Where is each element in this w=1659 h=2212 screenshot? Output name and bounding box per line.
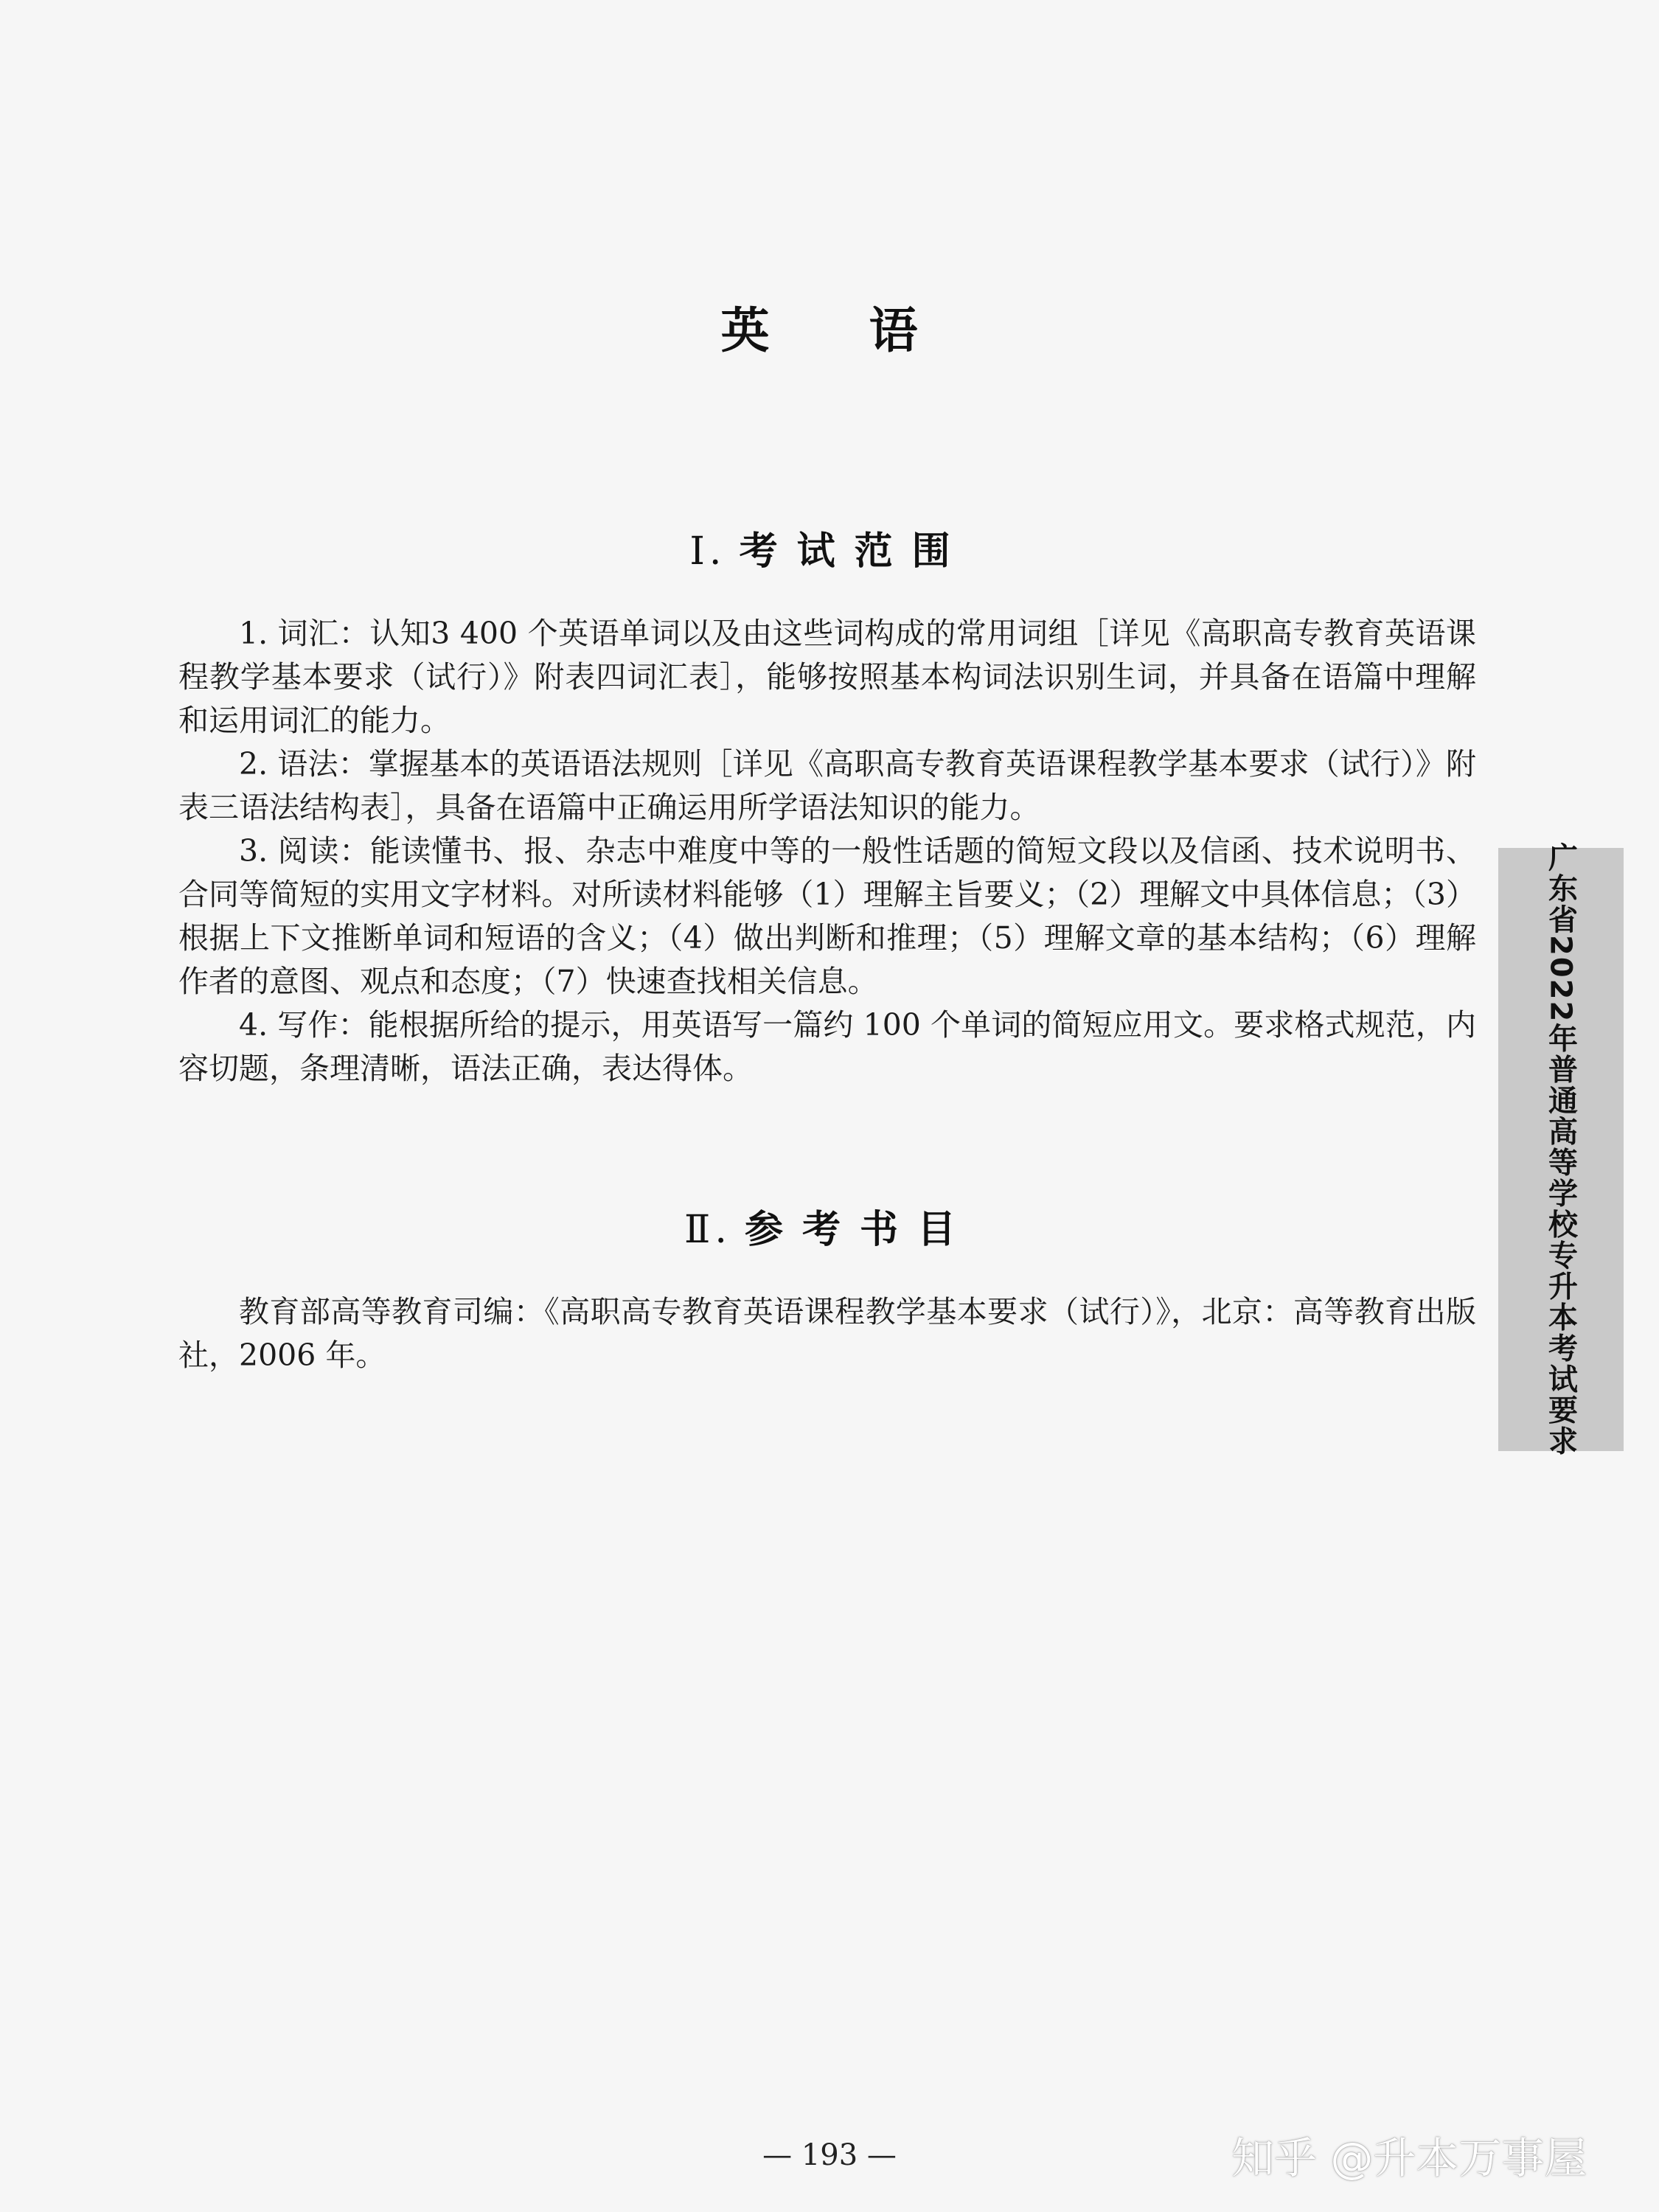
page-number: — 193 — — [762, 2138, 897, 2172]
paragraph-reference-book: 教育部高等教育司编：《高职高专教育英语课程教学基本要求（试行）》，北京：高等教育出版社，2006 年。 — [178, 1294, 1476, 1373]
watermark — [1231, 2124, 1587, 2185]
section-title: 考试范围 — [739, 529, 970, 574]
paragraph-reading: 3. 阅读：能读懂书、报、杂志中难度中等的一般性话题的简短文段以及信函、技术说明书、合同等简短的实用文字材料。对所读材料能够（1）理解主旨要义；（2）理解文中具体信息；（3）根据上下文推断单词和短语的含义；（4）做出判断和推理；（5）理解文章的基本结构；（6）理解作者的意图、观点和态度；（7）快速查找相关信息。 — [178, 833, 1476, 999]
watermark-text: 知乎 @升本万事屋 — [1231, 2133, 1587, 2183]
section-heading-references — [0, 1198, 1659, 1253]
paragraph-grammar: 2. 语法：掌握基本的英语语法规则［详见《高职高专教育英语课程教学基本要求（试行）》附表三语法结构表］，具备在语篇中正确运用所学语法知识的能力。 — [178, 746, 1476, 825]
exam-scope-body — [178, 612, 1476, 1091]
side-tab — [1498, 842, 1624, 1457]
references-body — [178, 1290, 1476, 1377]
paragraph-vocabulary: 1. 词汇：认知3 400 个英语单词以及由这些词构成的常用词组［详见《高职高专教育英语课程教学基本要求（试行）》附表四词汇表］，能够按照基本构词法识别生词，并具备在语篇中理解和运用词汇的能力。 — [178, 616, 1476, 738]
page-title: 英 语 — [720, 302, 959, 359]
section-title: 参考书目 — [744, 1207, 975, 1252]
side-tab-label: 广东省2022年普通高等学校专升本考试要求 — [1543, 842, 1578, 1457]
section-heading-exam-scope — [0, 520, 1659, 575]
section-number: Ⅰ. — [689, 529, 726, 574]
paragraph-writing: 4. 写作：能根据所给的提示，用英语写一篇约 100 个单词的简短应用文。要求格式规范，内容切题，条理清晰，语法正确，表达得体。 — [178, 1007, 1476, 1086]
section-number: Ⅱ. — [684, 1208, 731, 1252]
